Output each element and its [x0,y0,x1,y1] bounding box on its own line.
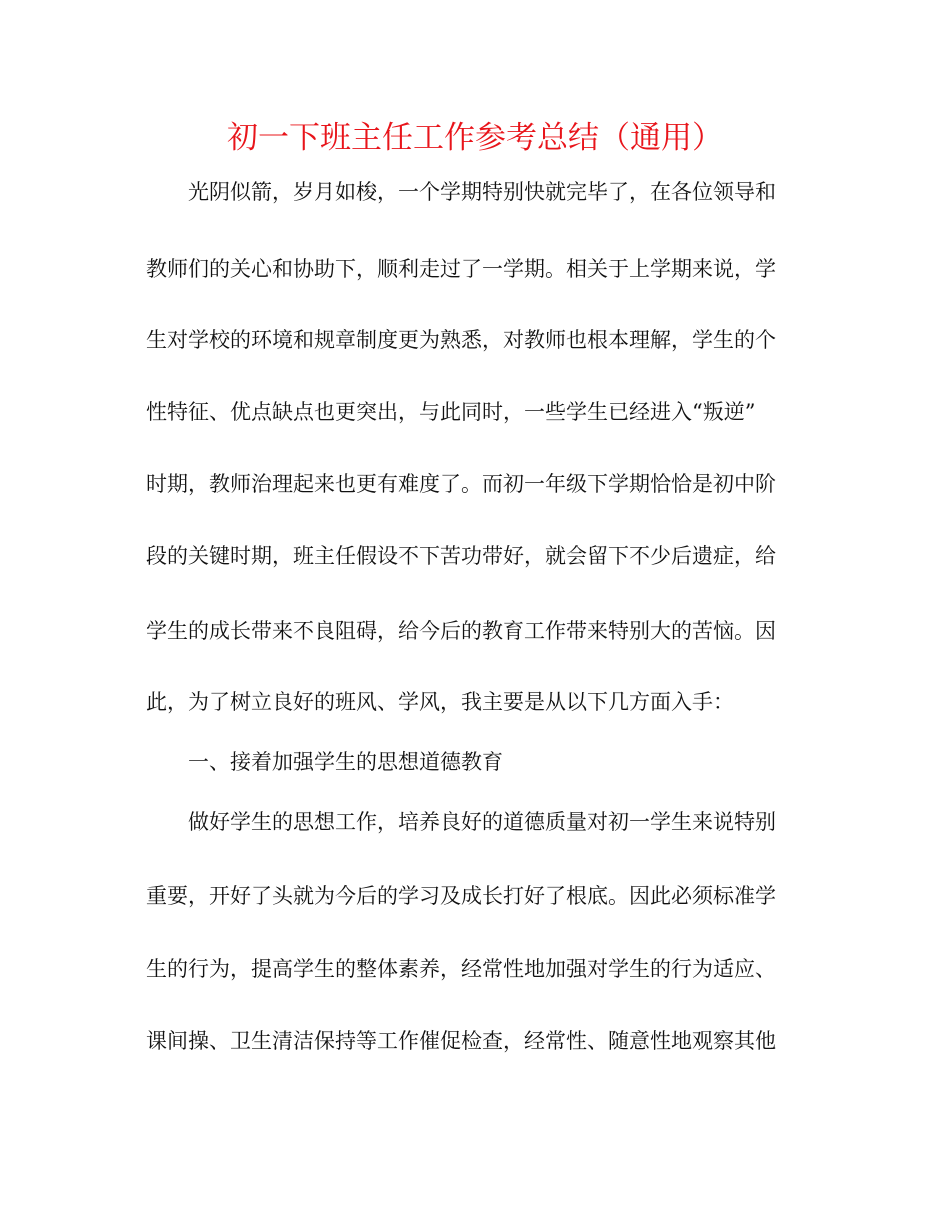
paragraph-line: 段的关键时期，班主任假设不下苦功带好，就会留下不少后遗症，给 [146,544,776,568]
paragraph-line: 此，为了树立良好的班风、学风，我主要是从以下几方面入手： [146,690,734,714]
paragraph-line: 学生的成长带来不良阻碍，给今后的教育工作带来特别大的苦恼。因 [146,619,776,643]
section-heading: 一、接着加强学生的思想道德教育 [188,750,503,774]
paragraph-line: 性特征、优点缺点也更突出，与此同时，一些学生已经进入“叛逆” [146,400,756,424]
paragraph-line: 时期，教师治理起来也更有难度了。而初一年级下学期恰恰是初中阶 [146,472,776,496]
paragraph-line: 生对学校的环境和规章制度更为熟悉，对教师也根本理解，学生的个 [146,328,776,352]
paragraph-line: 做好学生的思想工作，培养良好的道德质量对初一学生来说特别 [188,810,776,834]
document-title: 初一下班主任工作参考总结（通用） [227,120,723,156]
paragraph-line: 课间操、卫生清洁保持等工作催促检查，经常性、随意性地观察其他 [146,1029,776,1053]
paragraph-line: 生的行为，提高学生的整体素养，经常性地加强对学生的行为适应、 [146,957,776,981]
paragraph-line: 教师们的关心和协助下，顺利走过了一学期。相关于上学期来说，学 [146,257,776,281]
paragraph-line: 重要，开好了头就为今后的学习及成长打好了根底。因此必须标准学 [146,884,776,908]
paragraph-line: 光阴似箭，岁月如梭，一个学期特别快就完毕了，在各位领导和 [188,180,776,204]
